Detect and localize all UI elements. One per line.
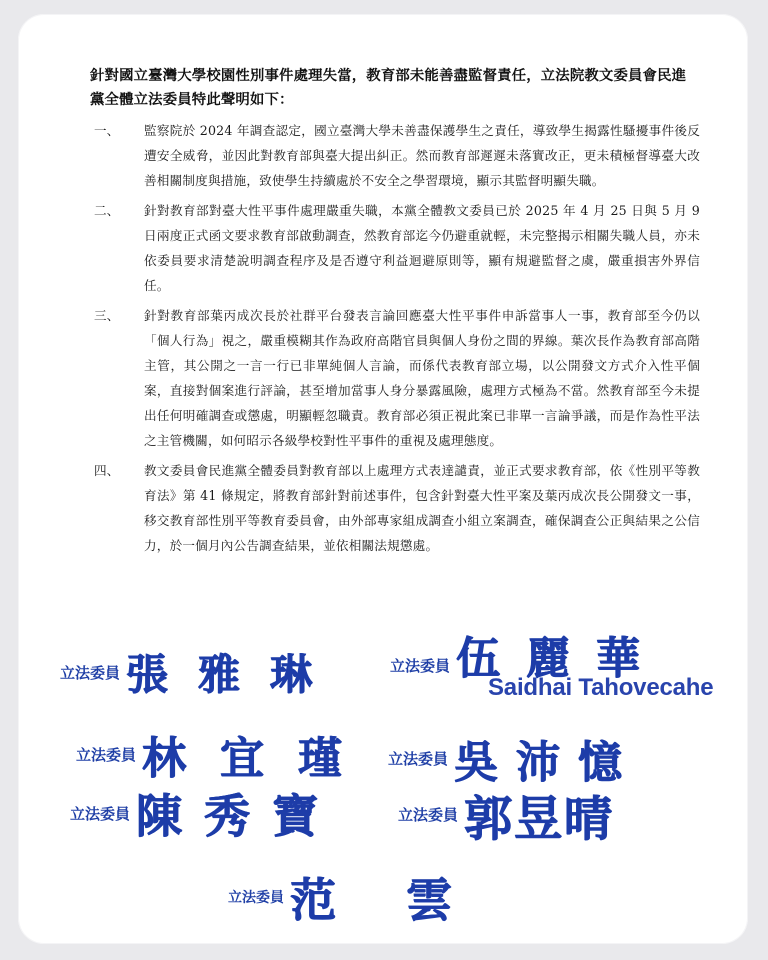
document-page [18, 14, 748, 944]
statement-text: 教文委員會民進黨全體委員對教育部以上處理方式表達譴責，並正式要求教育部，依《性別平等教育法》第 41 條規定，將教育部針對前述事件，包含針對臺大性平案及葉丙成次長公開發文一事，移交教育部性別平等教育委員會，由外部專家組成調查小組立案調查，確保調查公正與結果之公信力，於一個月內公告調查結果，並依相關法規懲處。 [144, 463, 700, 553]
legislator-stamp [76, 722, 376, 786]
statement-item [90, 118, 700, 193]
statement-number: 二、 [94, 203, 120, 218]
statement-item [90, 303, 700, 453]
legislator-title: 立法委員 [228, 890, 284, 906]
legislator-title: 立法委員 [70, 804, 131, 823]
legislator-title: 立法委員 [388, 749, 449, 768]
legislator-name-stamp: 伍麗華 [456, 633, 667, 684]
legislator-stamp [70, 780, 340, 846]
legislator-stamp [60, 642, 342, 702]
statement-list [90, 118, 700, 563]
legislator-stamp [398, 780, 614, 849]
legislator-latin-name: Saidhai Tahovecahe [488, 674, 714, 701]
statement-number: 一、 [94, 123, 120, 138]
legislator-title: 立法委員 [76, 745, 137, 764]
statement-number: 四、 [94, 463, 120, 478]
legislator-name-stamp: 林宜瑾 [142, 733, 377, 784]
legislator-stamp [388, 726, 640, 790]
statement-number: 三、 [94, 308, 120, 323]
legislator-title: 立法委員 [390, 656, 451, 675]
legislator-name-stamp: 郭昱晴 [464, 791, 615, 847]
legislator-title: 立法委員 [60, 663, 121, 682]
statement-text: 針對教育部葉丙成次長於社群平台發表言論回應臺大性平事件申訴當事人一事，教育部至今仍以「個人行為」視之，嚴重模糊其作為政府高階官員與個人身份之間的界線。葉次長作為教育部高階主管，其公開之一言一行已非單純個人言論，而係代表教育部立場，以公開發文方式介入性平個案，直接對個案進行評論，甚至增加當事人身分暴露風險，處理方式極為不當。然教育部至今未提出任何明確調查或懲處，明顯輕忽職責。教育部必須正視此案已非單一言論爭議，而是作為性平法之主管機關，如何昭示各級學校對性平事件的重視及處理態度。 [144, 308, 700, 448]
statement-text: 針對教育部對臺大性平事件處理嚴重失職，本黨全體教文委員已於 2025 年 4 月 25 日與 5 月 9 日兩度正式函文要求教育部啟動調查，然教育部迄今仍避重就輕，未完整揭示相關失職人員，亦未依委員要求清楚說明調查程序及是否遵守利益迴避原則等，顯有規避監督之虞，嚴重損害外界信任。 [144, 203, 700, 293]
legislator-stamp [390, 622, 666, 686]
statement-item [90, 458, 700, 558]
legislator-name-stamp: 吳沛憶 [454, 737, 641, 788]
legislator-name-stamp: 陳秀寶 [136, 789, 341, 843]
legislator-stamp [228, 864, 522, 930]
legislator-title: 立法委員 [398, 806, 459, 824]
statement-item [90, 198, 700, 298]
statement-text: 監察院於 2024 年調查認定，國立臺灣大學未善盡保護學生之責任，導致學生揭露性騷擾事件後反遭安全威脅，並因此對教育部與臺大提出糾正。然而教育部遲遲未落實改正，更未積極督導臺大改善相關制度與措施，致使學生持續處於不安全之學習環境，顯示其監督明顯失職。 [144, 123, 700, 188]
legislator-name-stamp: 張雅琳 [126, 650, 343, 699]
legislator-name-stamp: 范雲 [290, 873, 522, 927]
document-title: 針對國立臺灣大學校園性別事件處理失當，教育部未能善盡監督責任，立法院教文委員會民進黨全體立法委員特此聲明如下： [90, 68, 687, 108]
